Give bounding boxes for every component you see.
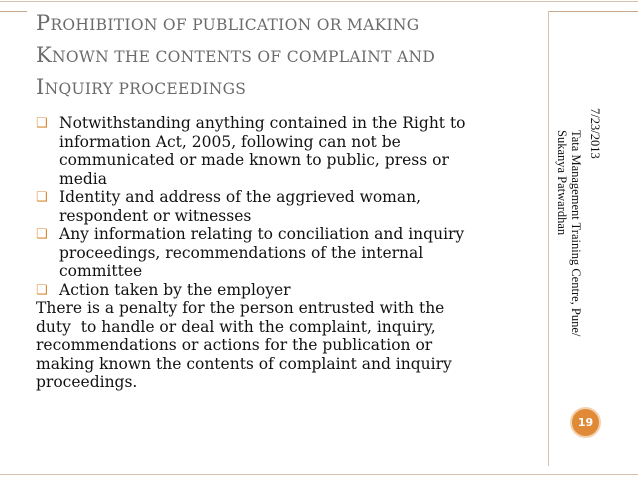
checkbox-bullet-icon: ❑: [36, 190, 48, 205]
title-rule-left: [0, 11, 27, 12]
checkbox-bullet-icon: ❑: [36, 282, 48, 298]
slide-footer-credit: [555, 130, 583, 430]
title-line-1: PROHIBITION OF PUBLICATION OR MAKING: [36, 11, 420, 35]
slide-title: [36, 8, 536, 104]
paragraph-line: duty to handle or deal with the complaint, inquiry,: [36, 317, 436, 336]
top-rule: [0, 1, 638, 2]
bullet-line: Notwithstanding anything contained in the Right to: [59, 114, 466, 132]
footer-author: Sukanya Patwardhan: [555, 130, 569, 236]
bullet-line: communicated or made known to public, press or: [59, 151, 449, 169]
bullet-line: Action taken by the employer: [59, 280, 291, 299]
bullet-line: Identity and address of the aggrieved woman,: [59, 188, 422, 206]
checkbox-bullet-icon: ❑: [36, 227, 48, 242]
bullet-line: proceedings, recommendations of the internal: [59, 243, 424, 262]
slide-date: 7/23/2013: [588, 108, 602, 159]
penalty-paragraph: [36, 299, 546, 392]
sidebar-divider: [548, 11, 549, 466]
bullet-text: [59, 114, 546, 188]
title-rule-right: [548, 11, 638, 12]
bullet-item: [36, 281, 546, 300]
bullet-text: [59, 225, 546, 281]
paragraph-line: proceedings.: [36, 373, 138, 391]
bullet-line: information Act, 2005, following can not be: [59, 132, 401, 151]
bottom-rule: [0, 474, 638, 475]
slide-body: [36, 114, 546, 392]
bullet-text: [59, 281, 546, 300]
bullet-line: respondent or witnesses: [59, 206, 252, 225]
title-line-3: INQUIRY PROCEEDINGS: [36, 75, 247, 99]
paragraph-line: making known the contents of complaint and inquiry: [36, 354, 452, 373]
bullet-item: [36, 225, 546, 281]
bullet-line: committee: [59, 262, 143, 280]
bullet-item: [36, 114, 546, 188]
paragraph-line: There is a penalty for the person entrusted with the: [36, 299, 445, 317]
bullet-text: [59, 188, 546, 225]
bullet-item: [36, 188, 546, 225]
bullet-line: media: [59, 169, 107, 188]
footer-organization: Tata Management Training Centre, Pune/: [569, 130, 583, 337]
bullet-line: Any information relating to conciliation and inquiry: [59, 225, 465, 243]
paragraph-line: recommendations or actions for the publication or: [36, 336, 433, 354]
checkbox-bullet-icon: ❑: [36, 116, 48, 131]
page-number-badge: 19: [570, 407, 601, 438]
title-line-2: KNOWN THE CONTENTS OF COMPLAINT AND: [36, 43, 436, 67]
